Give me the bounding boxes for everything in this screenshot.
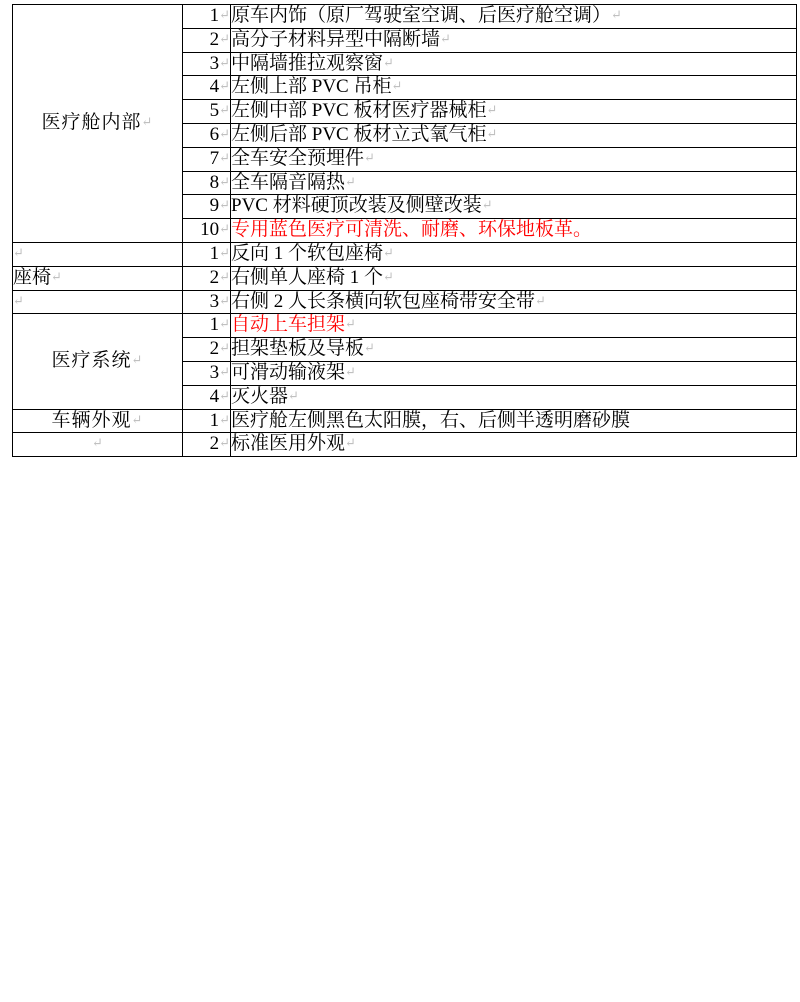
table-row bbox=[13, 409, 797, 433]
paragraph-mark-icon: ↵ bbox=[219, 435, 230, 451]
group-cell-medical-cabin bbox=[13, 5, 183, 243]
paragraph-mark-icon: ↵ bbox=[131, 411, 144, 427]
paragraph-mark-icon: ↵ bbox=[219, 340, 230, 356]
paragraph-mark-icon: ↵ bbox=[13, 244, 24, 260]
paragraph-mark-icon: ↵ bbox=[383, 54, 394, 70]
row-number: 8↵ bbox=[183, 171, 231, 195]
row-text: 左侧上部 PVC 吊柜↵ bbox=[231, 76, 797, 100]
paragraph-mark-icon: ↵ bbox=[219, 197, 230, 213]
row-text: 医疗舱左侧黑色太阳膜，右、后侧半透明磨砂膜 bbox=[231, 409, 797, 433]
paragraph-mark-icon: ↵ bbox=[219, 244, 230, 260]
row-text: 全车隔音隔热↵ bbox=[231, 171, 797, 195]
row-number: 2↵ bbox=[183, 338, 231, 362]
paragraph-mark-icon: ↵ bbox=[51, 268, 62, 284]
row-number: 7↵ bbox=[183, 147, 231, 171]
paragraph-mark-icon: ↵ bbox=[219, 387, 230, 403]
row-text: 左侧后部 PVC 板材立式氧气柜↵ bbox=[231, 123, 797, 147]
paragraph-mark-icon: ↵ bbox=[13, 292, 24, 308]
paragraph-mark-icon: ↵ bbox=[219, 173, 230, 189]
group-label: 座椅 bbox=[13, 266, 52, 288]
group-label: 车辆外观 bbox=[51, 409, 132, 431]
paragraph-mark-icon: ↵ bbox=[383, 268, 394, 284]
row-number: 2↵ bbox=[183, 433, 231, 457]
paragraph-mark-icon: ↵ bbox=[92, 435, 103, 451]
row-text-highlighted: 专用蓝色医疗可清洗、耐磨、环保地板革。 bbox=[231, 219, 797, 243]
row-number: 3↵ bbox=[183, 361, 231, 385]
table-row bbox=[13, 5, 797, 29]
paragraph-mark-icon: ↵ bbox=[219, 78, 230, 94]
paragraph-mark-icon: ↵ bbox=[486, 125, 498, 141]
row-text: 反向 1 个软包座椅↵ bbox=[231, 242, 797, 266]
paragraph-mark-icon: ↵ bbox=[345, 363, 356, 379]
paragraph-mark-icon: ↵ bbox=[219, 125, 230, 141]
paragraph-mark-icon: ↵ bbox=[219, 149, 230, 165]
row-number: 1↵ bbox=[183, 5, 231, 29]
paragraph-mark-icon: ↵ bbox=[345, 435, 356, 451]
row-number: 1↵ bbox=[183, 314, 231, 338]
row-text: 全车安全预埋件↵ bbox=[231, 147, 797, 171]
group-cell-vehicle-exterior bbox=[13, 409, 183, 433]
paragraph-mark-icon: ↵ bbox=[219, 7, 230, 22]
paragraph-mark-icon: ↵ bbox=[219, 268, 230, 284]
row-number: 5↵ bbox=[183, 100, 231, 124]
spec-table bbox=[12, 4, 797, 457]
row-text: PVC 材料硬顶改装及侧壁改装↵ bbox=[231, 195, 797, 219]
row-text: 可滑动输液架↵ bbox=[231, 361, 797, 385]
row-number: 3↵ bbox=[183, 52, 231, 76]
paragraph-mark-icon: ↵ bbox=[219, 411, 230, 427]
paragraph-mark-icon: ↵ bbox=[288, 387, 299, 403]
row-text: 灭火器↵ bbox=[231, 385, 797, 409]
group-cell-seat-blank-top bbox=[13, 242, 183, 266]
row-text: 左侧中部 PVC 板材医疗器械柜↵ bbox=[231, 100, 797, 124]
paragraph-mark-icon: ↵ bbox=[345, 316, 356, 332]
paragraph-mark-icon: ↵ bbox=[219, 30, 230, 46]
paragraph-mark-icon: ↵ bbox=[219, 316, 230, 332]
row-number: 2↵ bbox=[183, 28, 231, 52]
paragraph-mark-icon: ↵ bbox=[219, 292, 230, 308]
paragraph-mark-icon: ↵ bbox=[141, 114, 154, 130]
row-number: 9↵ bbox=[183, 195, 231, 219]
row-number: 10↵ bbox=[183, 219, 231, 243]
row-text-highlighted: 自动上车担架↵ bbox=[231, 314, 797, 338]
table-row bbox=[13, 266, 797, 290]
row-number: 3↵ bbox=[183, 290, 231, 314]
paragraph-mark-icon: ↵ bbox=[364, 149, 375, 165]
group-cell-seat bbox=[13, 266, 183, 290]
group-cell-vehicle-exterior-blank bbox=[13, 433, 183, 457]
row-text: 右侧单人座椅 1 个↵ bbox=[231, 266, 797, 290]
table-row bbox=[13, 314, 797, 338]
paragraph-mark-icon: ↵ bbox=[219, 363, 230, 379]
row-text: 高分子材料异型中隔断墙↵ bbox=[231, 28, 797, 52]
table-row bbox=[13, 242, 797, 266]
group-label: 医疗系统 bbox=[51, 350, 132, 372]
row-number: 1↵ bbox=[183, 409, 231, 433]
row-number: 4↵ bbox=[183, 385, 231, 409]
paragraph-mark-icon: ↵ bbox=[219, 102, 230, 118]
paragraph-mark-icon: ↵ bbox=[440, 30, 451, 46]
table-row bbox=[13, 433, 797, 457]
paragraph-mark-icon: ↵ bbox=[345, 173, 356, 189]
paragraph-mark-icon: ↵ bbox=[535, 292, 546, 308]
spec-table-body bbox=[13, 5, 797, 457]
group-label: 医疗舱内部 bbox=[41, 112, 142, 134]
row-number: 2↵ bbox=[183, 266, 231, 290]
row-text: 中隔墙推拉观察窗↵ bbox=[231, 52, 797, 76]
paragraph-mark-icon: ↵ bbox=[481, 197, 493, 213]
paragraph-mark-icon: ↵ bbox=[219, 54, 230, 70]
group-cell-medical-system bbox=[13, 314, 183, 409]
paragraph-mark-icon: ↵ bbox=[486, 102, 498, 118]
row-text: 标准医用外观↵ bbox=[231, 433, 797, 457]
paragraph-mark-icon: ↵ bbox=[219, 221, 230, 237]
paragraph-mark-icon: ↵ bbox=[611, 7, 622, 22]
row-number: 1↵ bbox=[183, 242, 231, 266]
row-number: 6↵ bbox=[183, 123, 231, 147]
row-text: 右侧 2 人长条横向软包座椅带安全带↵ bbox=[231, 290, 797, 314]
row-text: 原车内饰（原厂驾驶室空调、后医疗舱空调）↵ bbox=[231, 5, 797, 29]
paragraph-mark-icon: ↵ bbox=[364, 340, 375, 356]
paragraph-mark-icon: ↵ bbox=[131, 352, 144, 368]
table-row bbox=[13, 290, 797, 314]
row-text: 担架垫板及导板↵ bbox=[231, 338, 797, 362]
group-cell-seat-blank-bottom bbox=[13, 290, 183, 314]
paragraph-mark-icon: ↵ bbox=[391, 78, 403, 94]
row-number: 4↵ bbox=[183, 76, 231, 100]
paragraph-mark-icon: ↵ bbox=[383, 244, 394, 260]
